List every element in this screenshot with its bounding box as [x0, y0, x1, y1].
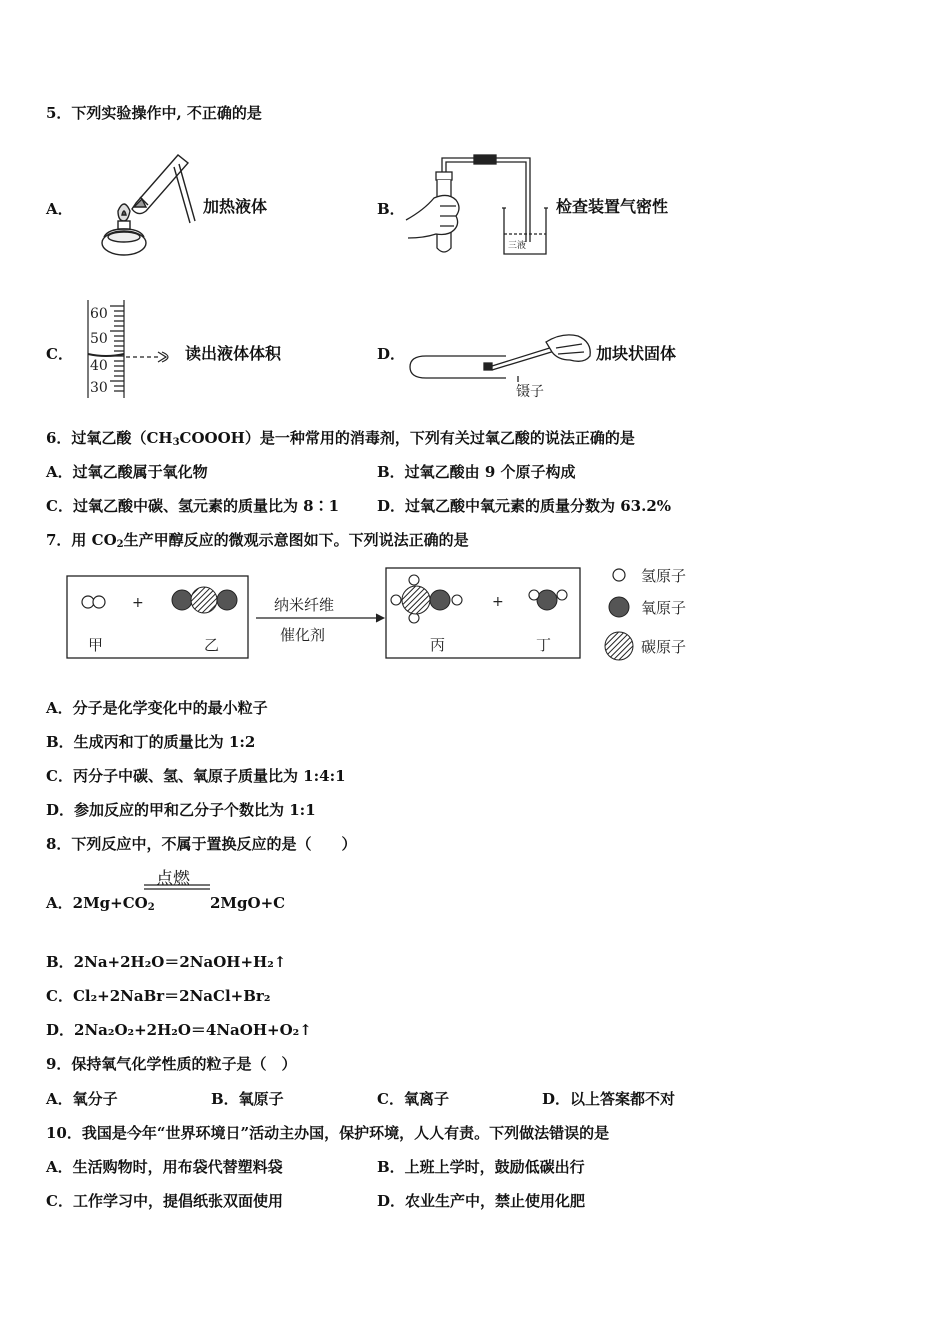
- h2o-oxygen: [537, 590, 557, 610]
- q6-stem-part1: 6．过氧乙酸（CH: [46, 429, 173, 447]
- legend-carbon-icon: [605, 632, 633, 660]
- ch3oh-h-right: [452, 595, 462, 605]
- label-bing: 丙: [430, 636, 446, 654]
- legend-carbon-label: 碳原子: [641, 638, 687, 656]
- q6-option-c: C．过氧乙酸中碳、氢元素的质量比为 8∶1: [46, 497, 340, 515]
- tweezers-label: 镊子: [516, 384, 544, 400]
- q6-option-d: D．过氧乙酸中氧元素的质量分数为 63.2%: [377, 497, 672, 515]
- label-jia: 甲: [88, 636, 104, 654]
- q10-stem: 10．我国是今年“世界环境日”活动主办国，保护环境，人人有责。下列做法错误的是: [46, 1124, 610, 1142]
- q8-option-a-right: 2MgO+C: [210, 894, 286, 912]
- legend-hydrogen-icon: [613, 569, 625, 581]
- h2o-h-right: [557, 590, 567, 600]
- q6-option-a: A．过氧乙酸属于氧化物: [46, 463, 208, 481]
- q5-option-d-letter: D．: [377, 345, 406, 363]
- h2-atom-2: [93, 596, 105, 608]
- reaction-diagram: [60, 562, 700, 666]
- q5-option-d-caption: 加块状固体: [596, 344, 677, 363]
- ch3oh-h-bottom: [409, 613, 419, 623]
- q10-option-b: B．上班上学时，鼓励低碳出行: [377, 1158, 585, 1176]
- q8-option-a-left: [46, 893, 155, 918]
- q9-option-a: A．氧分子: [46, 1090, 118, 1108]
- q8-option-d: D．2Na₂O₂+2H₂O＝4NaOH+O₂↑: [46, 1021, 312, 1039]
- q9-option-b: B．氧原子: [211, 1090, 284, 1108]
- ch3oh-h-top: [409, 575, 419, 585]
- beaker-liquid-label: 三液: [508, 241, 527, 251]
- ch3oh-carbon: [402, 586, 430, 614]
- graduated-cylinder-figure: [82, 300, 182, 402]
- q8-option-c: C．Cl₂+2NaBr＝2NaCl+Br₂: [46, 987, 271, 1005]
- h2-atom-1: [82, 596, 94, 608]
- q8-a-reactants: A．2Mg+CO: [46, 894, 148, 912]
- q8-condition-double-line: [144, 884, 212, 892]
- q7-option-a: A．分子是化学变化中的最小粒子: [46, 699, 268, 717]
- q7-stem-part2: 生产甲醇反应的微观示意图如下。下列说法正确的是: [123, 531, 469, 549]
- q7-stem-part1: 7．用 CO: [46, 531, 117, 549]
- catalyst-line-1: 纳米纤维: [274, 596, 335, 614]
- ch3oh-h-left: [391, 595, 401, 605]
- q8-condition-label: 点燃: [156, 869, 190, 889]
- label-ding: 丁: [536, 636, 552, 654]
- q9-option-d: D．以上答案都不对: [542, 1090, 676, 1108]
- q10-option-c: C．工作学习中，提倡纸张双面使用: [46, 1192, 283, 1210]
- q5-option-b-letter: B．: [377, 200, 405, 218]
- q5-option-c-caption: 读出液体体积: [185, 344, 282, 363]
- q7-option-c: C．丙分子中碳、氢、氧原子质量比为 1:4:1: [46, 767, 346, 785]
- legend-hydrogen-label: 氢原子: [641, 567, 687, 585]
- catalyst-line-2: 催化剂: [280, 626, 326, 644]
- airtightness-check-figure: [404, 150, 554, 260]
- q7-stem: [46, 530, 469, 555]
- label-yi: 乙: [204, 636, 220, 654]
- heating-liquid-figure: [78, 145, 198, 263]
- q8-option-b: B．2Na+2H₂O＝2NaOH+H₂↑: [46, 953, 287, 971]
- q5-option-b-caption: 检查装置气密性: [556, 197, 669, 216]
- q6-stem: [46, 428, 635, 453]
- q7-stem-sub: 2: [116, 539, 124, 550]
- q5-option-a-caption: 加热液体: [203, 197, 268, 216]
- q10-option-d: D．农业生产中，禁止使用化肥: [377, 1192, 586, 1210]
- cylinder-tick-40: 40: [90, 358, 108, 374]
- q10-option-a: A．生活购物时，用布袋代替塑料袋: [46, 1158, 283, 1176]
- cylinder-tick-60: 60: [90, 306, 108, 322]
- q6-stem-part2: COOOH）是一种常用的消毒剂，下列有关过氧乙酸的说法正确的是: [179, 429, 635, 447]
- q9-stem: 9．保持氧气化学性质的粒子是（ ）: [46, 1055, 297, 1073]
- legend-oxygen-icon: [609, 597, 629, 617]
- q5-option-a-letter: A．: [46, 200, 73, 218]
- q7-option-d: D．参加反应的甲和乙分子个数比为 1:1: [46, 801, 316, 819]
- h2o-h-left: [529, 590, 539, 600]
- q9-option-c: C．氧离子: [377, 1090, 449, 1108]
- ch3oh-oxygen: [430, 590, 450, 610]
- q5-stem: 5．下列实验操作中, 不正确的是: [46, 104, 262, 122]
- q6-option-b: B．过氧乙酸由 9 个原子构成: [377, 463, 576, 481]
- co2-oxygen-2: [217, 590, 237, 610]
- adding-solid-figure: [406, 330, 596, 404]
- co2-oxygen-1: [172, 590, 192, 610]
- q5-option-c-letter: C．: [46, 345, 73, 363]
- q8-stem: 8．下列反应中，不属于置换反应的是（ ）: [46, 835, 357, 853]
- q6-stem-sub: 3: [172, 437, 180, 448]
- q8-a-sub: 2: [147, 902, 155, 913]
- q7-option-b: B．生成丙和丁的质量比为 1:2: [46, 733, 256, 751]
- cylinder-tick-30: 30: [90, 380, 108, 396]
- legend-oxygen-label: 氧原子: [641, 599, 687, 617]
- co2-carbon: [191, 587, 217, 613]
- plus-sign-left: +: [132, 595, 144, 611]
- plus-sign-right: +: [492, 594, 504, 610]
- cylinder-tick-50: 50: [90, 331, 108, 347]
- reaction-arrow-head: [376, 614, 384, 622]
